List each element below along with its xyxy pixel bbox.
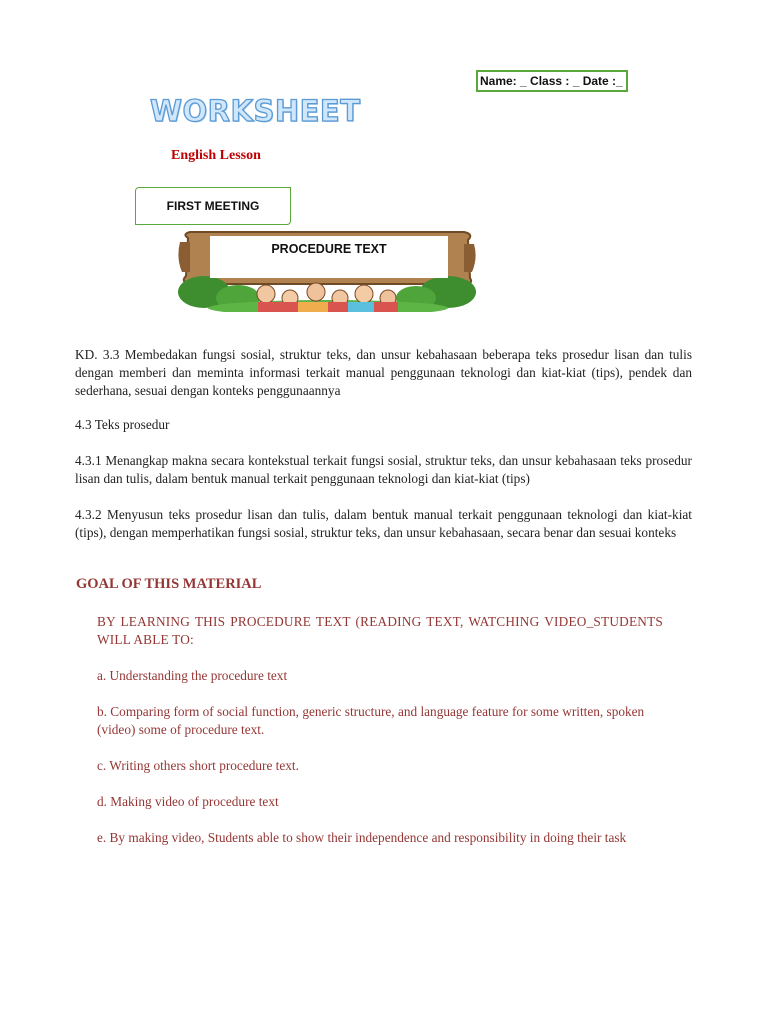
meeting-label: FIRST MEETING: [135, 187, 291, 225]
goal-intro: BY LEARNING THIS PROCEDURE TEXT (READING TEXT, WATCHING VIDEO_STUDENTS WILL ABLE TO:: [97, 614, 663, 647]
kd-4-3-2-paragraph: 4.3.2 Menyusun teks prosedur lisan dan tulis, dalam bentuk manual terkait penggunaan teknologi dan kiat-kiat (tips), dengan memperhatikan fungsi sosial, struktur teks, dan unsur kebahasaan, secara benar dan sesuai konteks: [75, 507, 692, 540]
kd-3-3-paragraph: KD. 3.3 Membedakan fungsi sosial, struktur teks, dan unsur kebahasaan beberapa teks prosedur lisan dan tulis dengan memberi dan meminta informasi terkait manual penggunaan teknologi dan kiat-kiat (tips), pendek dan sederhana, sesuai dengan konteks penggunaannya: [75, 347, 692, 398]
worksheet-title: WORKSHEET: [150, 94, 361, 128]
name-class-date-box: Name: _ Class : _ Date :_: [476, 70, 628, 92]
kd-4-3-paragraph: 4.3 Teks prosedur: [75, 417, 170, 432]
goal-item-c: c. Writing others short procedure text.: [97, 758, 299, 773]
goal-item-e: e. By making video, Students able to show their independence and responsibility in doing their task: [97, 830, 627, 845]
banner-title: PROCEDURE TEXT: [210, 236, 448, 278]
kd-4-3-1-paragraph: 4.3.1 Menangkap makna secara kontekstual terkait fungsi sosial, struktur teks, dan unsur kebahasaan teks prosedur lisan dan tulis, dalam bentuk manual terkait penggunaan teknologi dan kiat-kiat (tips): [75, 453, 692, 486]
goal-heading: GOAL OF THIS MATERIAL: [76, 576, 262, 592]
lesson-subtitle: English Lesson: [171, 148, 261, 163]
goal-item-b: b. Comparing form of social function, generic structure, and language feature for some written, spoken (video) some of procedure text.: [97, 704, 645, 737]
goal-item-a: a. Understanding the procedure text: [97, 668, 288, 683]
goal-item-d: d. Making video of procedure text: [97, 794, 279, 809]
